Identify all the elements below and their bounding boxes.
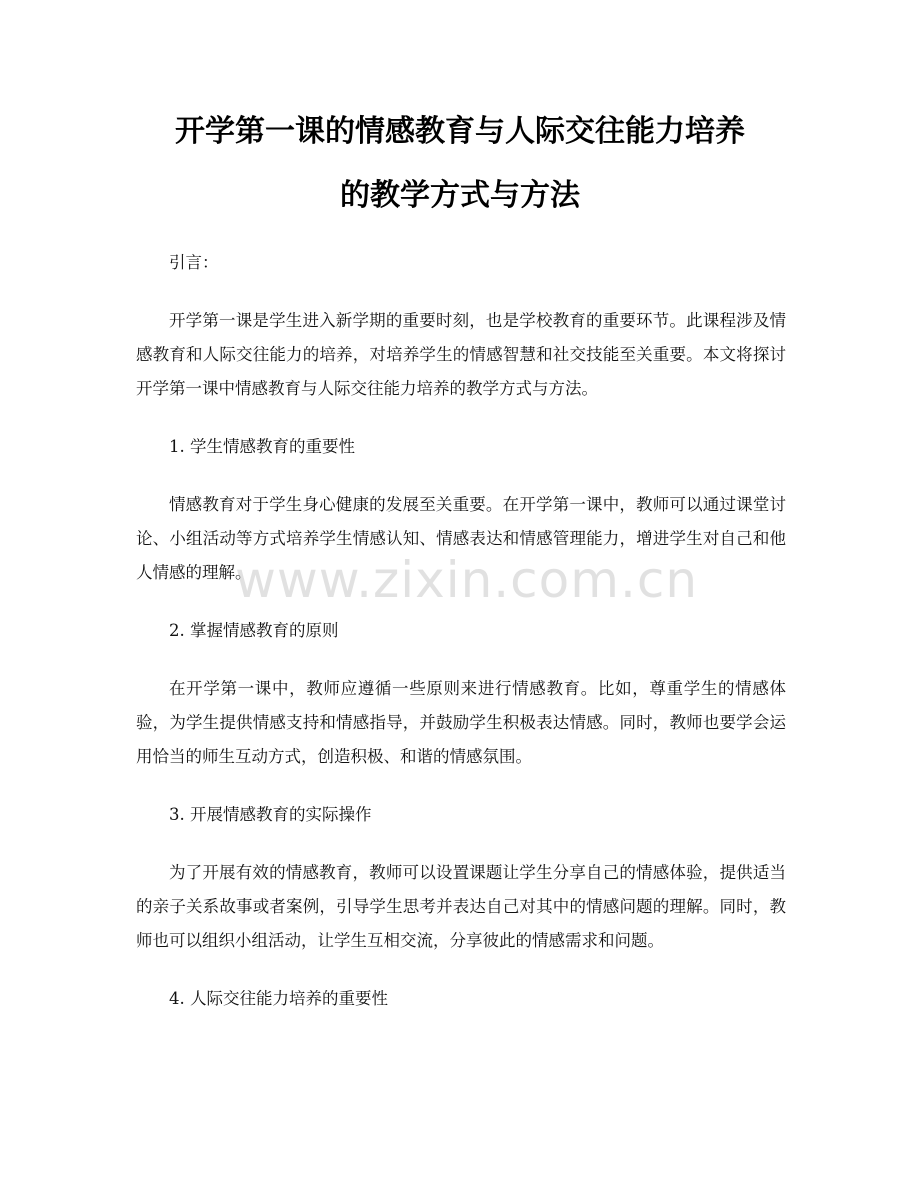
section-4-heading: 4. 人际交往能力培养的重要性 — [169, 989, 388, 1008]
section-1-heading: 1. 学生情感教育的重要性 — [169, 437, 355, 456]
document-title-line-1: 开学第一课的情感教育与人际交往能力培养 — [175, 114, 745, 149]
document-body — [136, 246, 786, 1040]
section-3-paragraph: 为了开展有效的情感教育，教师可以设置课题让学生分享自己的情感体验，提供适当的亲子关系故事或者案例，引导学生思考并表达自己对其中的情感问题的理解。同时，教师也可以组织小组活动，让学生互相交流，分享彼此的情感需求和问题。 — [136, 863, 786, 950]
watermark-text: www.zixin.com.cn — [235, 551, 699, 609]
section-2-heading: 2. 掌握情感教育的原则 — [169, 621, 339, 640]
section-3-heading: 3. 开展情感教育的实际操作 — [169, 805, 372, 824]
section-2-paragraph: 在开学第一课中，教师应遵循一些原则来进行情感教育。比如，尊重学生的情感体验，为学生提供情感支持和情感指导，并鼓励学生积极表达情感。同时，教师也要学会运用恰当的师生互动方式，创造积极、和谐的情感氛围。 — [136, 679, 786, 766]
document-title-line-2: 的教学方式与方法 — [340, 178, 580, 213]
intro-heading: 引言： — [169, 253, 219, 272]
section-1-paragraph: 情感教育对于学生身心健康的发展至关重要。在开学第一课中，教师可以通过课堂讨论、小组活动等方式培养学生情感认知、情感表达和情感管理能力，增进学生对自己和他人情感的理解。 — [136, 495, 786, 582]
intro-paragraph: 开学第一课是学生进入新学期的重要时刻，也是学校教育的重要环节。此课程涉及情感教育和人际交往能力的培养，对培养学生的情感智慧和社交技能至关重要。本文将探讨开学第一课中情感教育与人际交往能力培养的教学方式与方法。 — [136, 311, 786, 398]
